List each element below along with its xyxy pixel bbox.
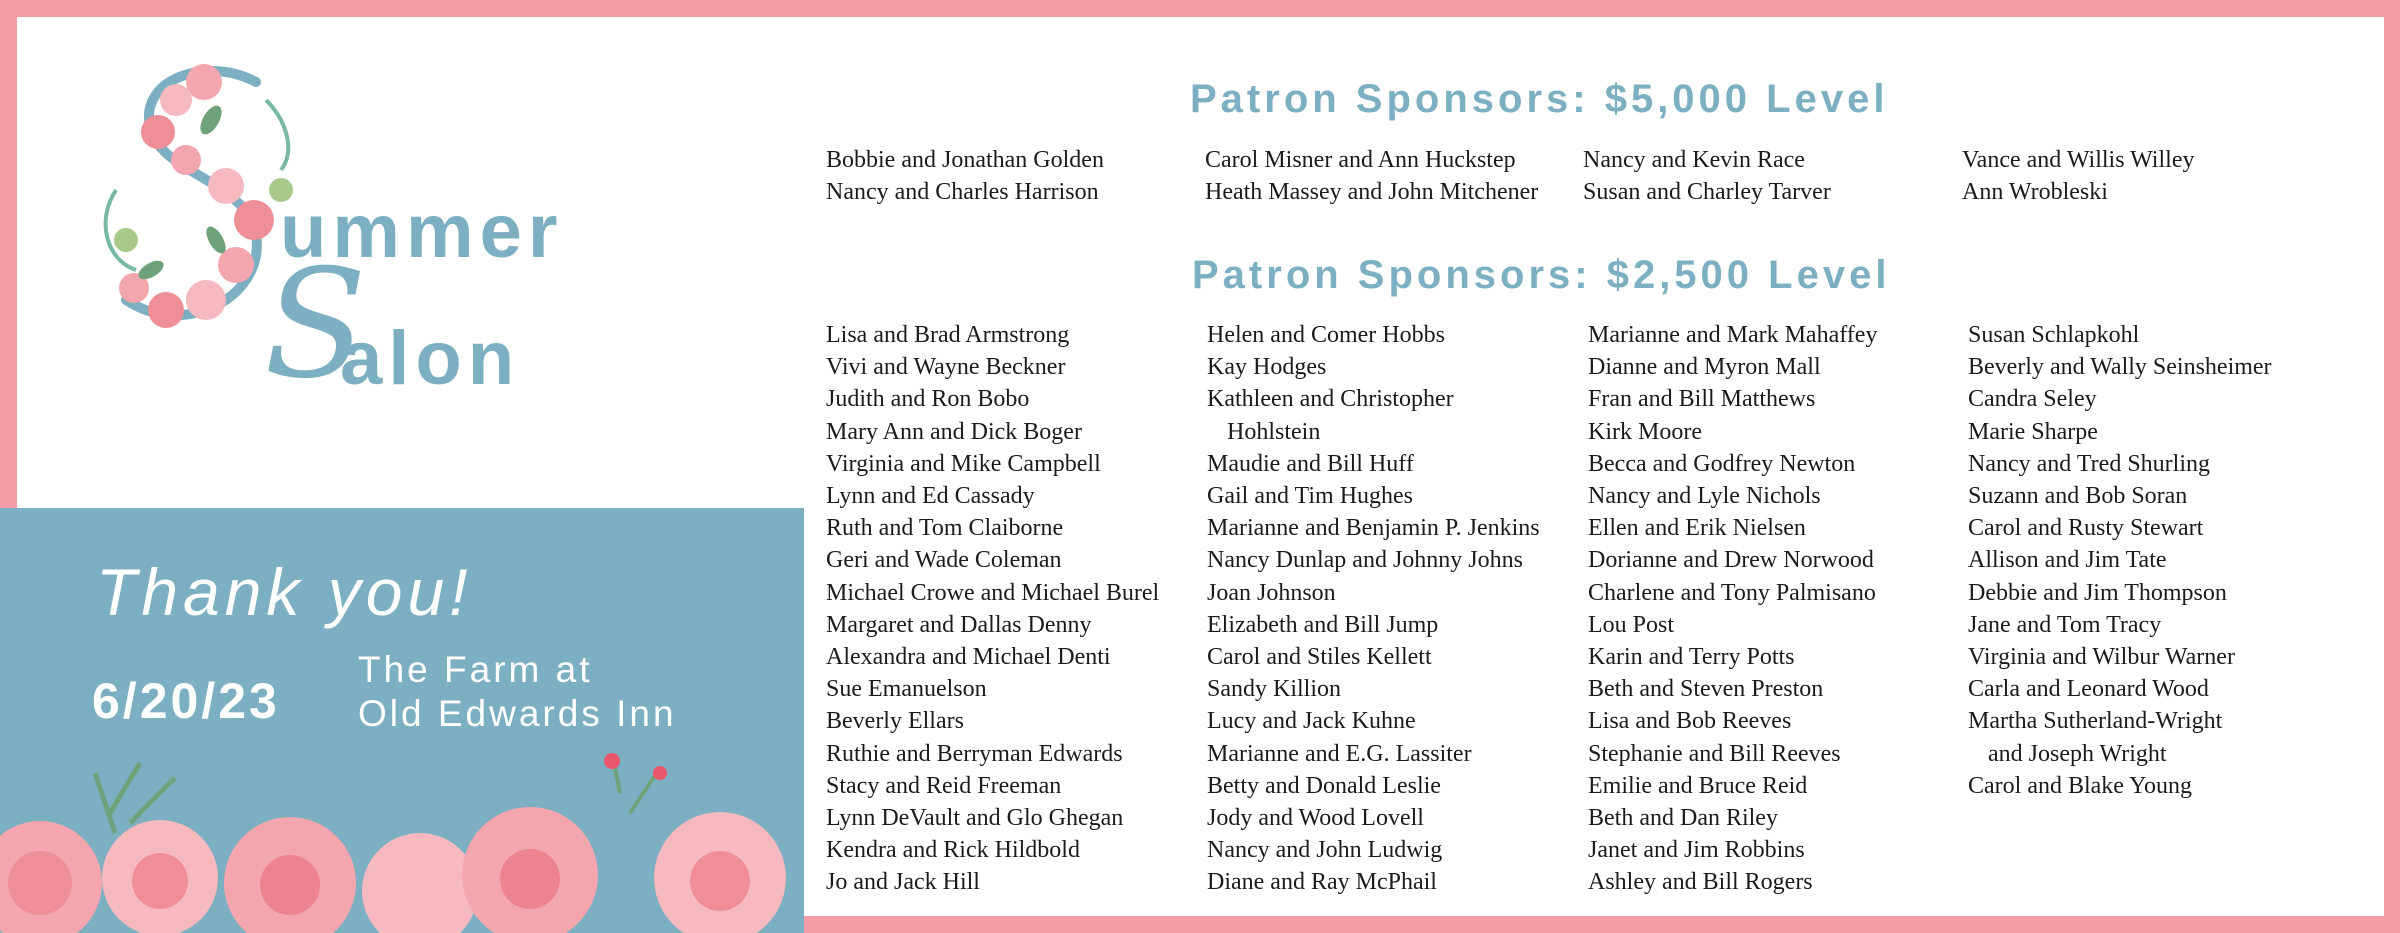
peony-flowers-icon <box>0 753 804 933</box>
sponsor-name: Stacy and Reid Freeman <box>826 772 1062 799</box>
sponsor-name: Allison and Jim Tate <box>1968 547 2167 574</box>
sponsor-name: Ann Wrobleski <box>1962 179 2108 206</box>
sponsor-col-2500-2 <box>1207 319 1540 899</box>
sponsor-name: Lynn DeVault and Glo Ghegan <box>826 805 1124 832</box>
sponsor-name: Sue Emanuelson <box>826 676 987 703</box>
sponsor-name: Beverly and Wally Seinsheimer <box>1968 354 2272 381</box>
sponsor-name: Diane and Ray McPhail <box>1207 869 1437 896</box>
sponsor-name: Margaret and Dallas Denny <box>826 611 1092 638</box>
sponsor-name: Nancy and Kevin Race <box>1583 147 1805 173</box>
sponsor-name: Marianne and E.G. Lassiter <box>1207 740 1472 767</box>
sponsor-name: Jody and Wood Lovell <box>1207 805 1424 832</box>
sponsor-name: Ellen and Erik Nielsen <box>1588 515 1806 542</box>
sponsor-name: Kirk Moore <box>1588 418 1702 445</box>
sponsor-name: Jane and Tom Tracy <box>1968 611 2162 638</box>
sponsor-name: Vivi and Wayne Beckner <box>826 354 1066 381</box>
heading-2500-level: Patron Sponsors: $2,500 Level <box>1192 253 1891 297</box>
sponsor-name-continued: and Joseph Wright <box>1988 740 2167 767</box>
sponsor-name: Beverly Ellars <box>826 708 964 735</box>
sponsor-name: Becca and Godfrey Newton <box>1588 450 1856 477</box>
sponsor-name: Maudie and Bill Huff <box>1207 450 1414 477</box>
sponsor-name: Marianne and Benjamin P. Jenkins <box>1207 515 1540 542</box>
sponsor-name: Lou Post <box>1588 611 1675 638</box>
venue-line1: The Farm at <box>358 649 593 690</box>
sponsor-col-5000-4 <box>1962 144 2194 208</box>
sponsor-name: Nancy and John Ludwig <box>1207 837 1443 864</box>
sponsor-name: Marianne and Mark Mahaffey <box>1588 322 1878 348</box>
sponsor-col-2500-4 <box>1968 319 2272 802</box>
sponsor-name: Carol Misner and Ann Huckstep <box>1205 147 1516 173</box>
sponsor-name: Susan Schlapkohl <box>1968 322 2140 348</box>
sponsor-name: Dorianne and Drew Norwood <box>1588 547 1874 574</box>
logo-title-line1: ummer <box>280 189 564 274</box>
sponsor-name: Ruth and Tom Claiborne <box>826 515 1064 542</box>
sponsor-name: Carol and Rusty Stewart <box>1968 515 2204 542</box>
sponsor-name: Carla and Leonard Wood <box>1968 676 2209 703</box>
sponsor-name: Candra Seley <box>1968 386 2097 413</box>
sponsor-name: Karin and Terry Potts <box>1588 644 1795 671</box>
sponsor-name: Bobbie and Jonathan Golden <box>826 147 1104 173</box>
sponsor-name-continued: Hohlstein <box>1227 418 1321 445</box>
sponsor-name: Lisa and Brad Armstrong <box>826 322 1070 348</box>
logo-cap-letter: S <box>264 238 367 412</box>
heading-5000-level: Patron Sponsors: $5,000 Level <box>1190 77 1889 121</box>
venue-line2: Old Edwards Inn <box>358 693 677 734</box>
sponsor-name: Kendra and Rick Hildbold <box>826 837 1080 864</box>
sponsor-name: Kathleen and Christopher <box>1207 386 1454 413</box>
thank-you-text: Thank you! <box>96 555 473 629</box>
sponsor-name: Martha Sutherland-Wright <box>1968 708 2223 735</box>
sponsor-name: Janet and Jim Robbins <box>1588 837 1805 864</box>
sponsor-name: Virginia and Wilbur Warner <box>1968 644 2235 671</box>
sponsor-name: Carol and Blake Young <box>1968 772 2192 799</box>
sponsor-name: Stephanie and Bill Reeves <box>1588 740 1841 767</box>
sponsor-name: Suzann and Bob Soran <box>1968 483 2188 510</box>
sponsor-col-5000-3 <box>1583 144 1831 208</box>
thank-you-panel <box>0 508 804 933</box>
sponsor-name: Michael Crowe and Michael Burel <box>826 579 1160 606</box>
sponsor-name: Joan Johnson <box>1207 579 1336 606</box>
sponsor-name: Marie Sharpe <box>1968 418 2098 445</box>
sponsor-name: Emilie and Bruce Reid <box>1588 772 1808 799</box>
sponsor-name: Nancy and Tred Shurling <box>1968 450 2210 477</box>
sponsor-name: Jo and Jack Hill <box>826 869 980 896</box>
sponsor-name: Geri and Wade Coleman <box>826 547 1062 574</box>
sponsor-name: Debbie and Jim Thompson <box>1968 579 2227 606</box>
event-venue <box>358 648 677 736</box>
sponsor-name: Gail and Tim Hughes <box>1207 483 1414 510</box>
sponsor-name: Nancy and Lyle Nichols <box>1588 483 1821 510</box>
sponsor-name: Mary Ann and Dick Boger <box>826 418 1082 445</box>
sponsor-name: Kay Hodges <box>1207 354 1327 381</box>
sponsor-name: Elizabeth and Bill Jump <box>1207 611 1439 638</box>
sponsor-name: Judith and Ron Bobo <box>826 386 1030 413</box>
sponsor-name: Susan and Charley Tarver <box>1583 179 1831 206</box>
sponsor-name: Betty and Donald Leslie <box>1207 772 1441 799</box>
sponsor-col-2500-1 <box>826 319 1159 899</box>
sponsor-name: Beth and Dan Riley <box>1588 805 1778 832</box>
sponsor-name: Lisa and Bob Reeves <box>1588 708 1792 735</box>
sponsor-col-5000-1 <box>826 144 1104 208</box>
sponsor-name: Sandy Killion <box>1207 676 1342 703</box>
sponsor-name: Nancy Dunlap and Johnny Johns <box>1207 547 1523 574</box>
sponsor-name: Fran and Bill Matthews <box>1588 386 1816 413</box>
sponsor-name: Nancy and Charles Harrison <box>826 179 1099 206</box>
sponsor-name: Vance and Willis Willey <box>1962 147 2195 173</box>
sponsor-name: Carol and Stiles Kellett <box>1207 644 1432 671</box>
logo-title-line2: alon <box>340 316 521 401</box>
sponsor-name: Charlene and Tony Palmisano <box>1588 579 1876 606</box>
sponsor-name: Dianne and Myron Mall <box>1588 354 1821 381</box>
sponsor-name: Beth and Steven Preston <box>1588 676 1824 703</box>
event-date: 6/20/23 <box>92 673 280 729</box>
sponsor-name: Lucy and Jack Kuhne <box>1207 708 1416 735</box>
sponsor-name: Heath Massey and John Mitchener <box>1205 179 1539 206</box>
sponsor-col-2500-3 <box>1588 319 1877 899</box>
sponsor-name: Alexandra and Michael Denti <box>826 644 1111 671</box>
sponsor-name: Helen and Comer Hobbs <box>1207 322 1445 348</box>
sponsor-name: Lynn and Ed Cassady <box>826 483 1035 510</box>
sponsor-name: Ruthie and Berryman Edwards <box>826 740 1123 767</box>
sponsor-col-5000-2 <box>1205 144 1538 208</box>
sponsor-name: Virginia and Mike Campbell <box>826 450 1101 477</box>
sponsor-name: Ashley and Bill Rogers <box>1588 869 1813 896</box>
